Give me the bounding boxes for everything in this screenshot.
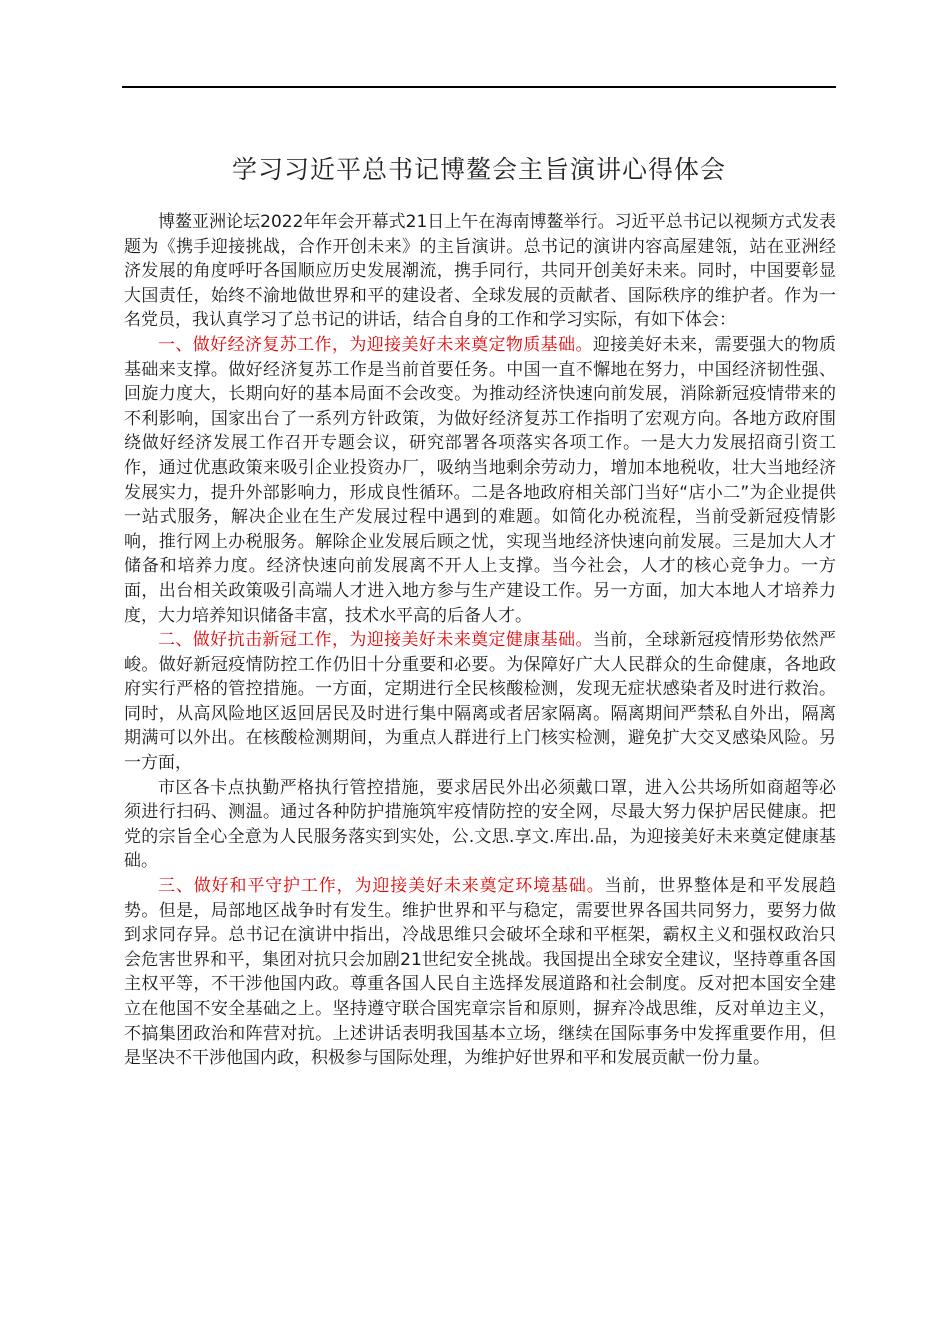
document-body [124, 210, 836, 1071]
section-heading-3: 三、做好和平守护工作，为迎接美好未来奠定环境基础。 [158, 876, 605, 897]
section-heading-2: 二、做好抗击新冠工作，为迎接美好未来奠定健康基础。 [158, 630, 593, 651]
section-heading-1: 一、做好经济复苏工作，为迎接美好未来奠定物质基础。 [158, 334, 593, 355]
document-title: 学习习近平总书记博鳌会主旨演讲心得体会 [231, 155, 726, 184]
paragraph-section-2: 二、做好抗击新冠工作，为迎接美好未来奠定健康基础。当前，全球新冠疫情形势依然严峻。做好新冠疫情防控工作仍旧十分重要和必要。为保障好广大人民群众的生命健康，各地政府实行严格的管控措施。一方面，定期进行全民核酸检测，发现无症状感染者及时进行救治。同时，从高风险地区返回居民及时进行集中隔离或者居家隔离。隔离期间严禁私自外出，隔离期满可以外出。在核酸检测期间，为重点人群进行上门核实检测，避免扩大交叉感染风险。另一方面， [124, 630, 837, 774]
paragraph-intro: 博鳌亚洲论坛2022年年会开幕式21日上午在海南博鳌举行。习近平总书记以视频方式发表题为《携手迎接挑战，合作开创未来》的主旨演讲。总书记的演讲内容高屋建瓴，站在亚洲经济发展的角度呼吁各国顺应历史发展潮流，携手同行，共同开创美好未来。同时，中国要彰显大国责任，始终不渝地做世界和平的建设者、全球发展的贡献者、国际秩序的维护者。作为一名党员，我认真学习了总书记的讲话，结合自身的工作和学习实际，有如下体会： [124, 212, 836, 331]
paragraph-section-2-cont: 市区各卡点执勤严格执行管控措施，要求居民外出必须戴口罩，进入公共场所如商超等必须进行扫码、测温。通过各种防护措施筑牢疫情防控的安全网，尽最大努力保护居民健康。把党的宗旨全心全意为人民服务落实到实处，公.文思.享文.库出.品，为迎接美好未来奠定健康基础。 [124, 777, 836, 872]
paragraph-section-3: 三、做好和平守护工作，为迎接美好未来奠定环境基础。当前，世界整体是和平发展趋势。但是，局部地区战争时有发生。维护世界和平与稳定，需要世界各国共同努力，要努力做到求同存异。总书记在演讲中指出，冷战思维只会破坏全球和平框架，霸权主义和强权政治只会危害世界和平，集团对抗只会加剧21世纪安全挑战。我国提出全球安全建议，坚持尊重各国主权平等，不干涉他国内政。尊重各国人民自主选择发展道路和社会制度。反对把本国安全建立在他国不安全基础之上。坚持遵守联合国宪章宗旨和原则，摒弃冷战思维，反对单边主义，不搞集团政治和阵营对抗。上述讲话表明我国基本立场，继续在国际事务中发挥重要作用，但是坚决不干涉他国内政，积极参与国际处理，为维护好世界和平和发展贡献一份力量。 [124, 876, 837, 1069]
paragraph-section-1: 一、做好经济复苏工作，为迎接美好未来奠定物质基础。迎接美好未来，需要强大的物质基础来支撑。做好经济复苏工作是当前首要任务。中国一直不懈地在努力，中国经济韧性强、回旋力度大，长期向好的基本局面不会改变。为推动经济快速向前发展，消除新冠疫情带来的不利影响，国家出台了一系列方针政策，为做好经济复苏工作指明了宏观方向。各地方政府围绕做好经济发展工作召开专题会议，研究部署各项落实各项工作。一是大力发展招商引资工作，通过优惠政策来吸引企业投资办厂，吸纳当地剩余劳动力，增加本地税收，壮大当地经济发展实力，提升外部影响力，形成良性循环。二是各地政府相关部门当好“店小二”为企业提供一站式服务，解决企业在生产发展过程中遇到的难题。如简化办税流程，当前受新冠疫情影响，推行网上办税服务。解除企业发展后顾之忧，实现当地经济快速向前发展。三是加大人才储备和培养力度。经济快速向前发展离不开人上支撑。当今社会，人才的核心竞争力。一方面，出台相关政策吸引高端人才进入地方参与生产建设工作。另一方面，加大本地人才培养力度，大力培养知识储备丰富，技术水平高的后备人才。 [124, 334, 837, 626]
header-rule [122, 86, 836, 88]
